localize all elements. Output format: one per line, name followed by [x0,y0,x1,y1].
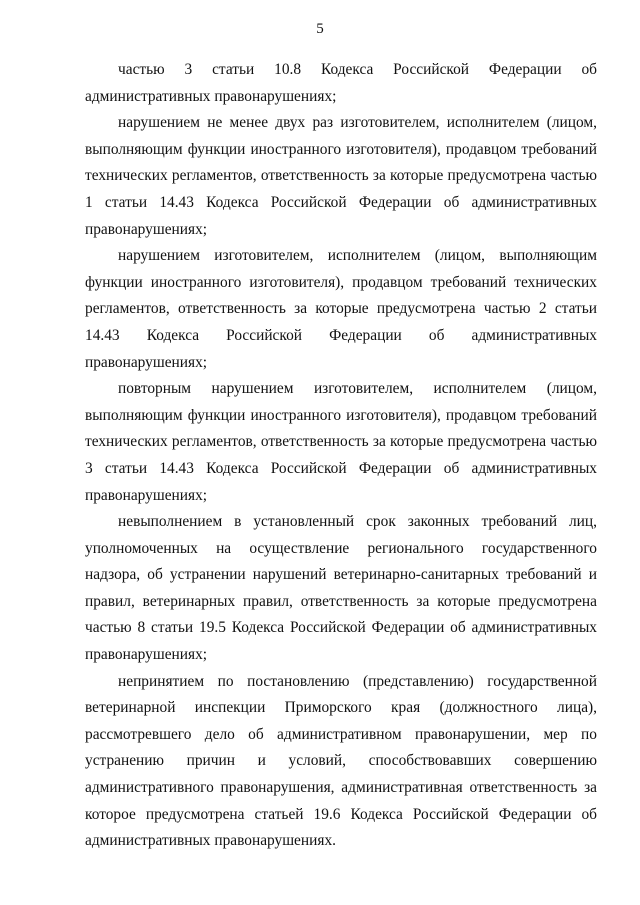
paragraph-continuation: частью 3 статьи 10.8 Кодекса Российской Федерации об административных правонарушениях; [85,61,597,105]
paragraph-item: нарушением изготовителем, исполнителем (лицом, выполняющим функции иностранного изготовителя), продавцом требований технических регламентов, ответственность за которые предусмотрена частью 2 статьи 14.43 Кодекса Российской Федерации об административных правонарушениях; [85,247,597,371]
page-number: 5 [316,21,324,37]
paragraph-item: непринятием по постановлению (представлению) государственной ветеринарной инспекции Приморского края (должностного лица), рассмотревшего дело об административном правонарушении, мер по устранению причин и условий, способствовавших совершению административного правонарушения, административная ответственность за которое предусмотрена статьей 19.6 Кодекса Российской Федерации об административных правонарушениях. [85,672,597,850]
paragraph-item: повторным нарушением изготовителем, исполнителем (лицом, выполняющим функции иностранного изготовителя), продавцом требований технических регламентов, ответственность за которые предусмотрена частью 3 статьи 14.43 Кодекса Российской Федерации об административных правонарушениях; [85,380,597,504]
document-body [85,57,597,855]
paragraph-item: нарушением не менее двух раз изготовителем, исполнителем (лицом, выполняющим функции иностранного изготовителя), продавцом требований технических регламентов, ответственность за которые предусмотрена частью 1 статьи 14.43 Кодекса Российской Федерации об административных правонарушениях; [85,114,597,238]
paragraph-item: невыполнением в установленный срок законных требований лиц, уполномоченных на осуществление регионального государственного надзора, об устранении нарушений ветеринарно-санитарных требований и правил, ветеринарных правил, ответственность за которые предусмотрена частью 8 статьи 19.5 Кодекса Российской Федерации об административных правонарушениях; [85,513,597,664]
